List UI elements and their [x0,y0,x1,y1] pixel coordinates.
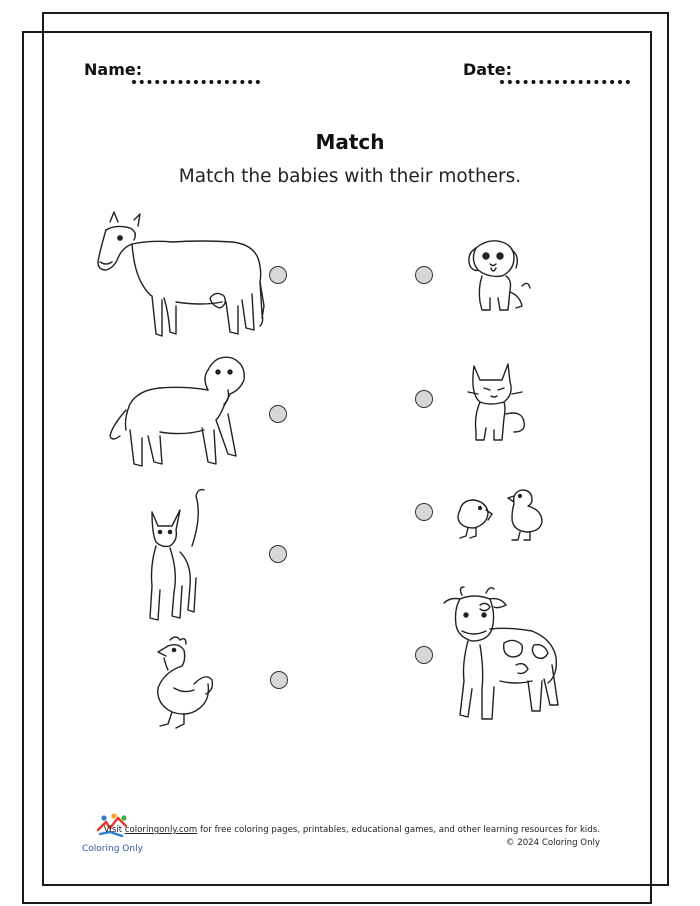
cow-icon [92,210,272,342]
calf-icon [440,585,560,727]
footer-visit-prefix: Visit [103,825,125,835]
logo-text: Coloring Only [82,844,143,854]
match-dot-mother-2[interactable] [269,405,287,423]
footer-note [104,824,600,850]
dog-icon [104,350,254,478]
worksheet-title: Match [315,130,385,154]
name-line [132,80,260,84]
match-dot-mother-3[interactable] [269,545,287,563]
name-label: Name: [84,60,143,79]
match-dot-mother-4[interactable] [270,671,288,689]
match-dot-baby-2[interactable] [415,390,433,408]
kitten-icon [466,358,534,444]
match-dot-baby-4[interactable] [415,646,433,664]
footer-visit-suffix: for free coloring pages, printables, educational games, and other learning resources for kids. [197,825,600,835]
hen-icon [144,632,218,730]
coloringonly-link[interactable]: coloringonly.com [124,825,198,835]
date-line [500,80,630,84]
puppy-icon [462,236,534,316]
match-dot-baby-3[interactable] [415,503,433,521]
chicks-icon [452,486,552,542]
match-dot-baby-1[interactable] [415,266,433,284]
match-dot-mother-1[interactable] [269,266,287,284]
footer-copyright: © 2024 Coloring Only [505,838,600,848]
worksheet-instruction: Match the babies with their mothers. [178,166,522,187]
cat-icon [140,486,212,626]
date-label: Date: [463,60,512,79]
